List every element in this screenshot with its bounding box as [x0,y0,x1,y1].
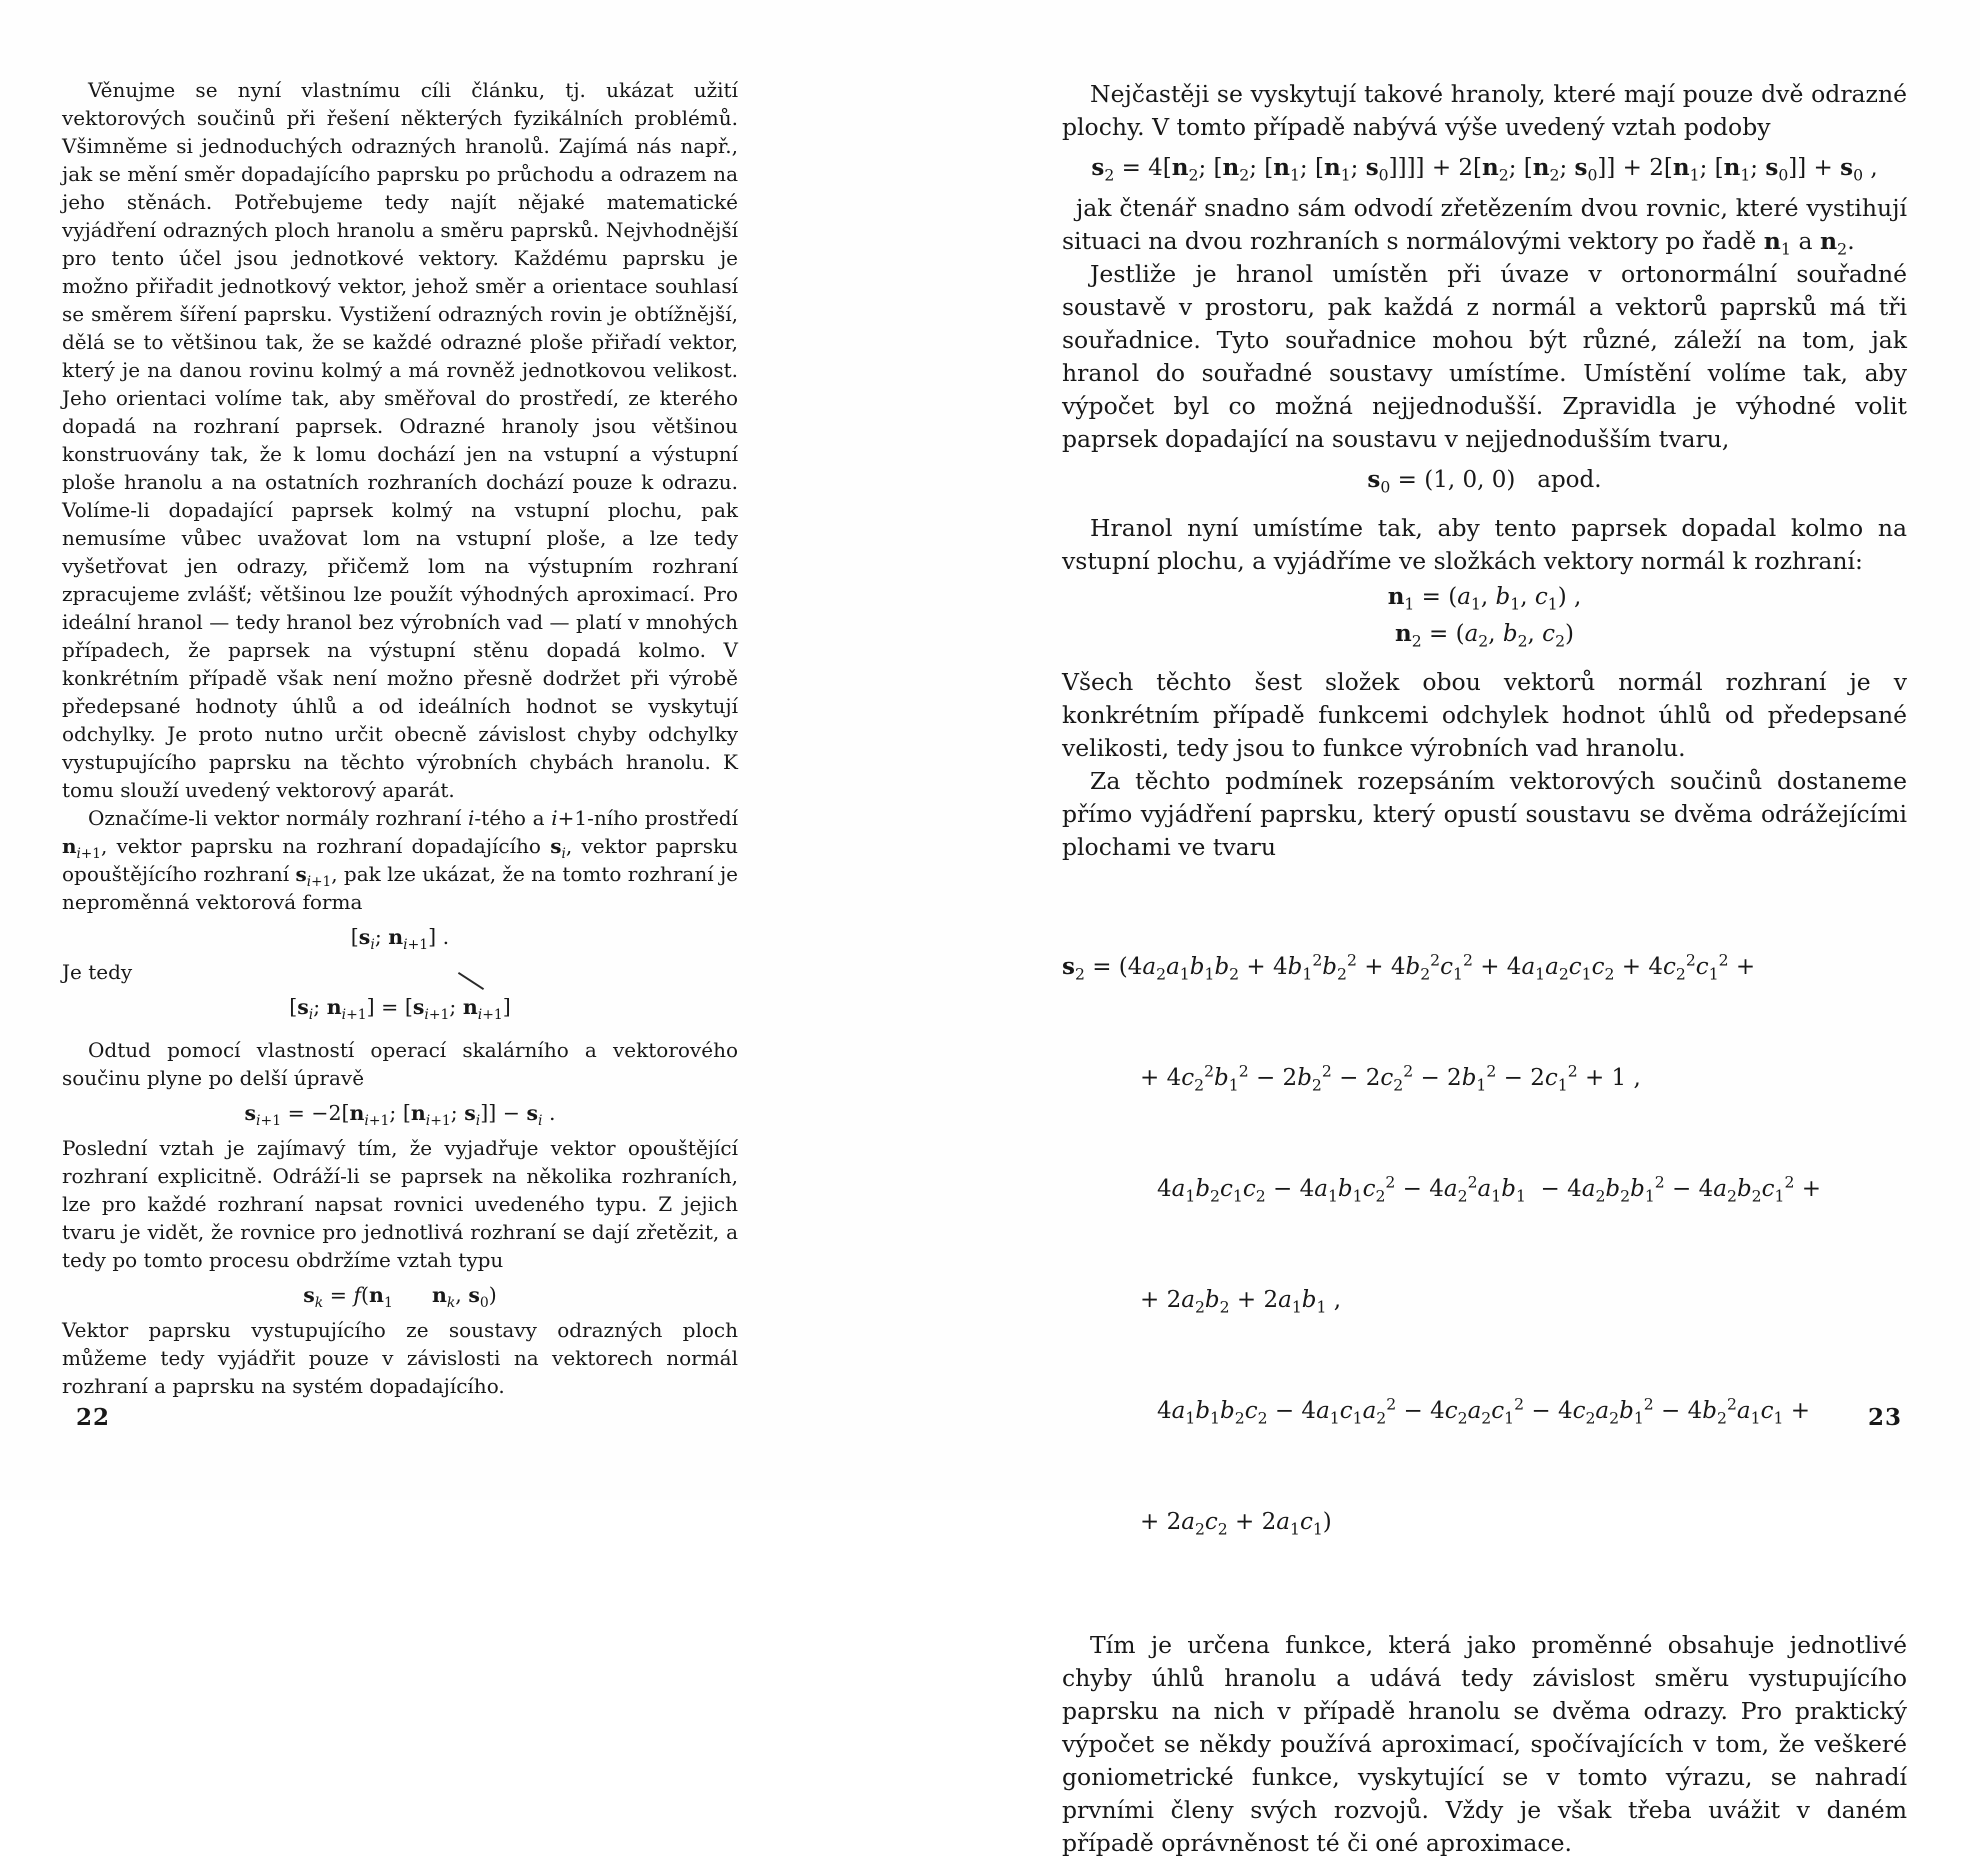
display-formula-s2-expanded [1062,874,1907,1615]
paragraph: Jestliže je hranol umístěn při úvaze v ortonormální souřadné soustavě v prostoru, pak každá z normál a vektorů paprsků má tři souřadnice. Tyto souřadnice mohou být různé, záleží na tom, jak hranol do souřadné soustavy umístíme. Umístění volíme tak, aby výpočet byl co možná nejjednodušší. Zpravidla je výhodné volit paprsek dopadající na soustavu v nejjednodušším tvaru, [1062,260,1907,453]
equation-line: + $2a_2c_2 + 2a_1c_1$) [1140,1509,1332,1539]
right-page-column [1062,78,1907,1860]
equation-line: $s_2 = (4a_2a_1b_1b_2 + 4b_1^2b_2^2 + 4b_2^2c_1^2 + 4a_1a_2c_1c_2 + 4c_2^2c_1^2$ + [1062,950,1756,984]
equation-line: + $2a_2b_2 + 2a_1b_1$ , [1140,1287,1342,1317]
display-formula-reflection: $s_{i+1} = -2[n_{i+1}$; [$n_{i+1}$; $s_i]] - s_i$ . [244,1101,556,1130]
page-number-left: 22 [76,1404,111,1431]
page-number-right: 23 [1868,1404,1903,1431]
paragraph: Poslední vztah je zajímavý tím, že vyjadřuje vektor opouštějící rozhraní explicitně. Odráží-li se paprsek na několika rozhraních, lze pro každé rozhraní napsat rovnici uvedeného typu. Z jejich tvaru je vidět, že rovnice pro jednotlivá rozhraní se dají zřetězit, a tedy po tomto procesu obdržíme vztah typu [62,1136,738,1272]
display-formula-s2-chain: $s_2 = 4[n_2$; [$n_2$; [$n_1$; [$n_1$; $s_0]]]] + 2[n_2$; [$n_2$; $s_0]] + 2[n_1$; [$n_1$; $s_0]] + s_0$ , [1091,154,1878,185]
je-tedy-label: Je tedy [62,960,133,984]
display-formula-n1: $n_1 = (a_1$, $b_1$, $c_1$) , [1387,583,1582,614]
equation-line: + $4c_2^2b_1^2 - 2b_2^2 - 2c_2^2 - 2b_1^2 - 2c_1^2 + 1$ , [1140,1061,1641,1095]
display-formula-n2: $n_2 = (a_2$, $b_2$, $c_2$) [1395,620,1574,651]
formula-equality-wrap [62,992,738,1022]
equation-line: $4a_1b_2c_1c_2 - 4a_1b_1c_2^2 - 4a_2^2a_1b_1 - 4a_2b_2b_1^2 - 4a_2b_2c_1^2$ + [1157,1172,1822,1206]
paragraph: Vektor paprsku vystupujícího ze soustavy odrazných ploch můžeme tedy vyjádřit pouze v závislosti na vektorech normál rozhraní a paprsku na systém dopadajícího. [62,1318,738,1398]
paragraph: Hranol nyní umístíme tak, aby tento paprsek dopadal kolmo na vstupní plochu, a vyjádříme ve složkách vektory normál k rozhraní: [1062,514,1907,575]
paragraph: Věnujme se nyní vlastnímu cíli článku, tj. ukázat užití vektorových součinů při řešení některých fyzikálních problémů. Všimněme si jednoduchých odrazných hranolů. Zajímá nás např., jak se mění směr dopadajícího paprsku po průchodu a odrazem na jeho stěnách. Potřebujeme tedy najít nějaké matematické vyjádření odrazných ploch hranolu a směru paprsků. Nejvhodnější pro tento účel jsou jednotkové vektory. Každému paprsku je možno přiřadit jednotkový vektor, jehož směr a orientace souhlasí se směrem šíření paprsku. Vystižení odrazných rovin je obtížnější, dělá se to většinou tak, že se každé odrazné ploše přiřadí vektor, který je na danou rovinu kolmý a má rovněž jednotkovou velikost. Jeho orientaci volíme tak, aby směřoval do prostředí, ze kterého dopadá na rozhraní paprsek. Odrazné hranoly jsou většinou konstruovány tak, že k lomu dochází jen na vstupní a výstupní ploše hranolu a na ostatních rozhraních dochází pouze k odrazu. Volíme-li dopadající paprsek kolmý na vstupní plochu, pak nemusíme vůbec uvažovat lom na vstupní ploše, a lze tedy vyšetřovat jen odrazy, přičemž lom na výstupním rozhraní zpracujeme zvlášť; většinou lze použít výhodných aproximací. Pro ideální hranol — tedy hranol bez výrobních vad — platí v mnohých případech, že paprsek na výstupní stěnu dopadá kolmo. V konkrétním případě však není možno přesně dodržet při výrobě předepsané hodnoty úhlů a od ideálních hodnot se vyskytují odchylky. Je proto nutno určit obecně závislost chyby odchylky vystupujícího paprsku na těchto výrobních chybách hranolu. K tomu slouží uvedený vektorový aparát. [62,78,738,802]
paragraph: Odtud pomocí vlastností operací skalárního a vektorového součinu plyne po delší úpravě [62,1038,738,1090]
display-formula-s0: $s_0 = (1$, 0, 0) apod. [1367,466,1602,497]
display-formula-equality: [$s_i$; $n_{i+1}] = [s_{i+1}$; $n_{i+1}$] [289,995,511,1024]
paragraph: Všech těchto šest složek obou vektorů normál rozhraní je v konkrétním případě funkcemi odchylek hodnot úhlů od předepsané velikosti, tedy jsou to funkce výrobních vad hranolu. [1062,668,1907,762]
paragraph: Za těchto podmínek rozepsáním vektorových součinů dostaneme přímo vyjádření paprsku, který opustí soustavu se dvěma odrážejícími plochami ve tvaru [1062,767,1907,861]
left-page-column [62,76,738,1400]
paragraph: Tím je určena funkce, která jako proměnné obsahuje jednotlivé chyby úhlů hranolu a udává tedy závislost směru vystupujícího paprsku na nich v případě hranolu se dvěma odrazy. Pro praktický výpočet se někdy používá aproximací, spočívajících v tom, že veškeré goniometrické funkce, vyskytující se v tomto výrazu, se nahradí prvními členy svých rozvojů. Vždy je však třeba uvážit v daném případě oprávněnost té či oné aproximace. [1062,1631,1907,1857]
paragraph: jak čtenář snadno sám odvodí zřetězením dvou rovnic, které vystihují situaci na dvou rozhraních s normálovými vektory po řadě $n_1$ a $n_2$. [1062,194,1907,259]
display-formula-chain: $s_k = f(n_1$ $n_k$, $s_0$) [303,1283,497,1312]
paragraph: Nejčastěji se vyskytují takové hranoly, které mají pouze dvě odrazné plochy. V tomto případě nabývá výše uvedený vztah podoby [1062,80,1907,141]
paragraph: Označíme-li vektor normály rozhraní i-tého a i+1-ního prostředí $n_{i+1}$, vektor paprsku na rozhraní dopadajícího $s_i$, vektor paprsku opouštějícího rozhraní $s_{i+1}$, pak lze ukázat, že na tomto rozhraní je neproměnná vektorová forma [62,806,738,914]
display-formula-invariant: [$s_i$; $n_{i+1}$] . [350,925,450,954]
equation-line: $4a_1b_1b_2c_2 - 4a_1c_1a_2^2 - 4c_2a_2c_1^2 - 4c_2a_2b_1^2 - 4b_2^2a_1c_1$ + [1157,1394,1811,1428]
